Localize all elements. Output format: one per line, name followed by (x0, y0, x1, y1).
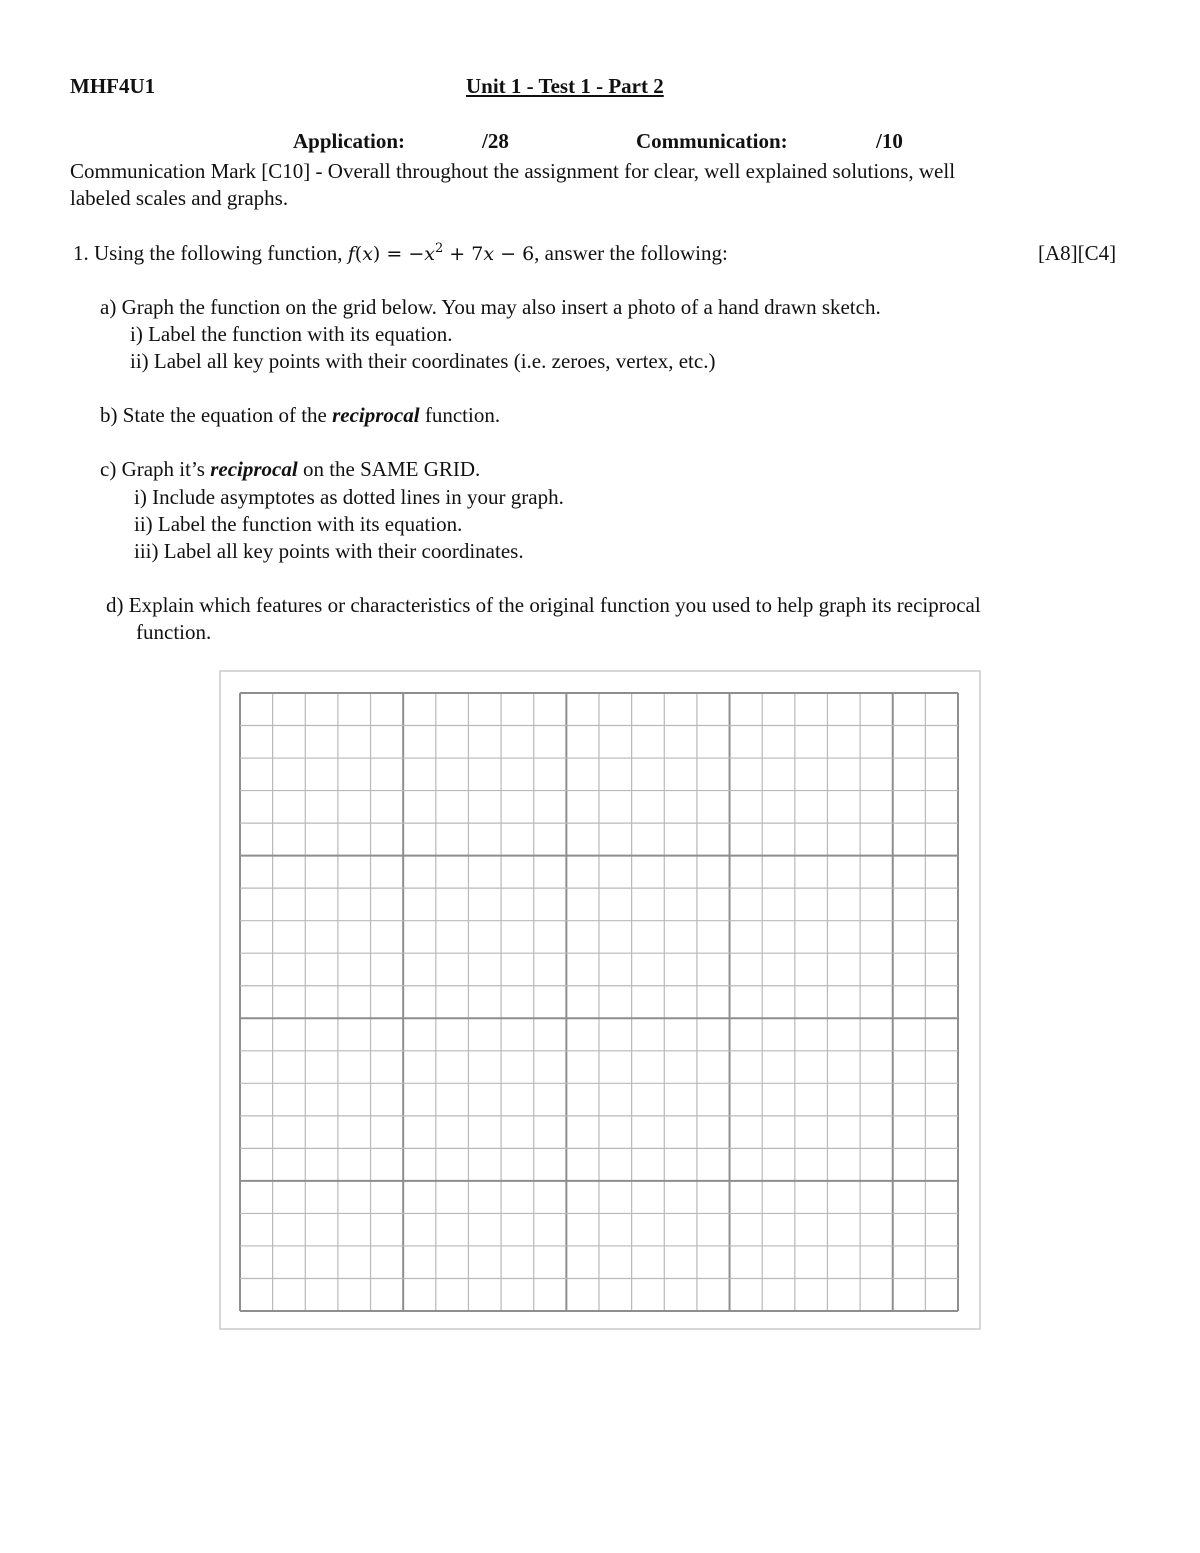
communication-score: /10 (876, 129, 903, 153)
function-exponent: 2 (434, 241, 444, 256)
part-a-i: i) Label the function with its equation. (130, 322, 453, 346)
communication-note-line1: Communication Mark [C10] - Overall throughout the assignment for clear, well explained solutions, well (70, 159, 956, 183)
part-c-i: i) Include asymptotes as dotted lines in your graph. (134, 485, 564, 509)
function-linear-coefficient: + 7 (443, 243, 484, 265)
question-1-prompt (73, 241, 728, 266)
function-x-squared-base: x (424, 243, 435, 265)
question-1-prefix: 1. Using the following function, (73, 241, 348, 265)
part-c (100, 457, 480, 482)
test-title: Unit 1 - Test 1 - Part 2 (466, 74, 664, 98)
course-code: MHF4U1 (70, 74, 156, 98)
application-label: Application: (293, 129, 406, 153)
communication-note-line2: labeled scales and graphs. (70, 186, 289, 210)
function-linear-x: x (483, 243, 495, 265)
function-x-symbol: x (362, 243, 373, 265)
application-score: /28 (482, 129, 509, 153)
part-b-tail: function. (419, 403, 501, 427)
function-equation (348, 243, 534, 265)
part-c-iii: iii) Label all key points with their coordinates. (134, 539, 524, 563)
function-close-paren: ) = − (372, 243, 425, 265)
part-c-ii: ii) Label the function with its equation. (134, 512, 463, 536)
communication-label: Communication: (636, 129, 788, 153)
graph-grid[interactable] (239, 692, 959, 1312)
part-d-line2: function. (136, 620, 212, 644)
function-f-symbol: f (347, 243, 355, 265)
part-c-tail: on the SAME GRID. (297, 457, 481, 481)
part-b-text: b) State the equation of the (100, 403, 333, 427)
function-open-paren: ( (354, 243, 363, 265)
function-constant: − 6 (494, 243, 535, 265)
part-a-ii: ii) Label all key points with their coordinates (i.e. zeroes, vertex, etc.) (130, 349, 716, 373)
part-a: a) Graph the function on the grid below. You may also insert a photo of a hand drawn sketch. (100, 295, 881, 319)
question-1-suffix: , answer the following: (534, 241, 728, 265)
part-b (100, 403, 500, 428)
question-1-marks: [A8][C4] (1038, 241, 1117, 265)
part-c-emphasis: reciprocal (210, 457, 298, 481)
part-b-emphasis: reciprocal (332, 403, 420, 427)
part-d-line1: d) Explain which features or characteristics of the original function you used to help graph its reciprocal (106, 593, 981, 617)
part-c-text: c) Graph it’s (100, 457, 211, 481)
